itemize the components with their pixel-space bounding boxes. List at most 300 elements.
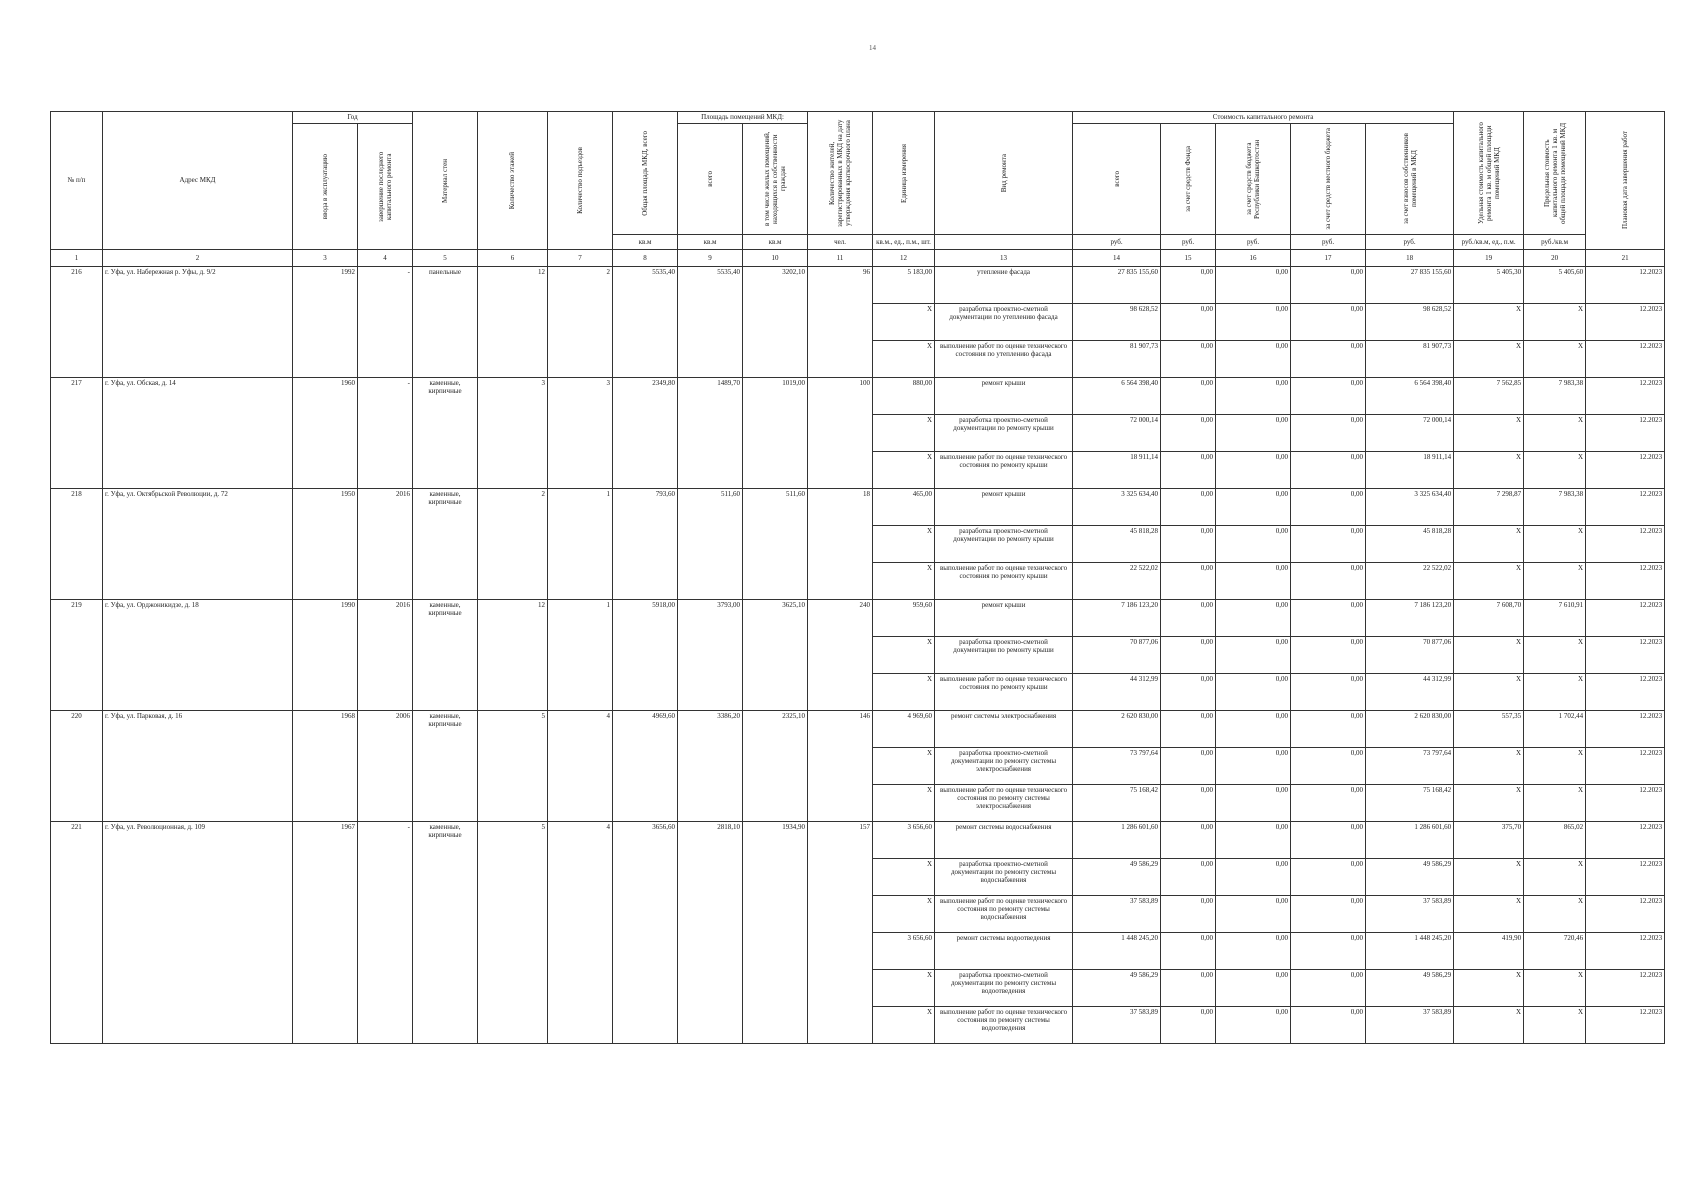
- entrances-count: 3: [548, 378, 613, 489]
- plan-date: 12.2023: [1586, 970, 1665, 1007]
- cost-fund: 0,00: [1161, 711, 1216, 748]
- cost-republic: 0,00: [1216, 489, 1291, 526]
- cost-republic: 0,00: [1216, 452, 1291, 489]
- column-number: 1: [51, 250, 103, 267]
- repair-type: ремонт крыши: [935, 489, 1073, 526]
- cost-republic: 0,00: [1216, 267, 1291, 304]
- residents-count: 240: [808, 600, 873, 711]
- plan-date: 12.2023: [1586, 452, 1665, 489]
- building-address: г. Уфа, ул. Парковая, д. 16: [103, 711, 293, 822]
- building-address: г. Уфа, ул. Обская, д. 14: [103, 378, 293, 489]
- cost-owners: 81 907,73: [1366, 341, 1454, 378]
- cost-fund: 0,00: [1161, 526, 1216, 563]
- header-address: Адрес МКД: [103, 112, 293, 250]
- cost-republic: 0,00: [1216, 896, 1291, 933]
- unit-cell: руб./кв.м, ед., п.м.: [1454, 235, 1524, 250]
- repair-type: ремонт системы водоотведения: [935, 933, 1073, 970]
- cost-local: 0,00: [1291, 341, 1366, 378]
- repair-type: выполнение работ по оценке технического состояния по ремонту крыши: [935, 563, 1073, 600]
- header-cost-republic: за счет средств бюджета Республики Башкортостан: [1216, 124, 1291, 235]
- cost-fund: 0,00: [1161, 563, 1216, 600]
- repair-type: выполнение работ по оценке технического состояния по ремонту крыши: [935, 452, 1073, 489]
- cost-total: 3 325 634,40: [1073, 489, 1161, 526]
- cost-fund: 0,00: [1161, 748, 1216, 785]
- entrances-count: 1: [548, 489, 613, 600]
- cost-owners: 1 286 601,60: [1366, 822, 1454, 859]
- repair-type: выполнение работ по оценке технического состояния по ремонту системы водоотведения: [935, 1007, 1073, 1044]
- repair-plan-table: [50, 111, 1665, 1044]
- max-cost: X: [1524, 304, 1586, 341]
- specific-cost: X: [1454, 1007, 1524, 1044]
- max-cost: X: [1524, 415, 1586, 452]
- column-number: 8: [613, 250, 678, 267]
- cost-owners: 44 312,99: [1366, 674, 1454, 711]
- cost-republic: 0,00: [1216, 822, 1291, 859]
- plan-date: 12.2023: [1586, 637, 1665, 674]
- floors-count: 12: [478, 267, 548, 378]
- table-row: [51, 378, 1665, 415]
- repair-type: разработка проектно-сметной документации по ремонту крыши: [935, 526, 1073, 563]
- max-cost: X: [1524, 637, 1586, 674]
- header-total-area: Общая площадь МКД, всего: [613, 112, 678, 235]
- table-header: [51, 112, 1665, 267]
- cost-local: 0,00: [1291, 896, 1366, 933]
- cost-owners: 49 586,29: [1366, 970, 1454, 1007]
- plan-date: 12.2023: [1586, 748, 1665, 785]
- page-number: 14: [869, 44, 876, 52]
- column-number: 15: [1161, 250, 1216, 267]
- cost-total: 37 583,89: [1073, 1007, 1161, 1044]
- wall-material: панельные: [413, 267, 478, 378]
- table-row: [51, 600, 1665, 637]
- cost-total: 6 564 398,40: [1073, 378, 1161, 415]
- work-quantity: X: [873, 304, 935, 341]
- max-cost: 720,46: [1524, 933, 1586, 970]
- header-cost-local: за счет средств местного бюджета: [1291, 124, 1366, 235]
- plan-date: 12.2023: [1586, 896, 1665, 933]
- year-built: 1967: [293, 822, 358, 1044]
- residents-count: 18: [808, 489, 873, 600]
- specific-cost: 5 405,30: [1454, 267, 1524, 304]
- max-cost: X: [1524, 896, 1586, 933]
- cost-owners: 98 628,52: [1366, 304, 1454, 341]
- work-quantity: 959,60: [873, 600, 935, 637]
- header-unit: Единица измерения: [873, 112, 935, 235]
- repair-type: разработка проектно-сметной документации по утеплению фасада: [935, 304, 1073, 341]
- specific-cost: 419,90: [1454, 933, 1524, 970]
- max-cost: X: [1524, 563, 1586, 600]
- cost-local: 0,00: [1291, 600, 1366, 637]
- cost-local: 0,00: [1291, 822, 1366, 859]
- column-number: 13: [935, 250, 1073, 267]
- cost-fund: 0,00: [1161, 970, 1216, 1007]
- cost-local: 0,00: [1291, 452, 1366, 489]
- column-number: 12: [873, 250, 935, 267]
- work-quantity: 465,00: [873, 489, 935, 526]
- table-row: [51, 711, 1665, 748]
- unit-cell: кв.м: [743, 235, 808, 250]
- cost-republic: 0,00: [1216, 526, 1291, 563]
- cost-republic: 0,00: [1216, 785, 1291, 822]
- cost-local: 0,00: [1291, 933, 1366, 970]
- cost-owners: 2 620 830,00: [1366, 711, 1454, 748]
- work-quantity: 3 656,60: [873, 822, 935, 859]
- cost-republic: 0,00: [1216, 1007, 1291, 1044]
- column-number: 10: [743, 250, 808, 267]
- repair-type: выполнение работ по оценке технического состояния по утеплению фасада: [935, 341, 1073, 378]
- specific-cost: X: [1454, 748, 1524, 785]
- cost-republic: 0,00: [1216, 970, 1291, 1007]
- header-year-last-repair: завершение последнего капитального ремонта: [358, 124, 413, 250]
- specific-cost: 7 298,87: [1454, 489, 1524, 526]
- cost-owners: 18 911,14: [1366, 452, 1454, 489]
- premises-area: 511,60: [678, 489, 743, 600]
- table-row: [51, 489, 1665, 526]
- plan-date: 12.2023: [1586, 526, 1665, 563]
- max-cost: 1 702,44: [1524, 711, 1586, 748]
- repair-type: разработка проектно-сметной документации по ремонту крыши: [935, 415, 1073, 452]
- work-quantity: X: [873, 896, 935, 933]
- max-cost: X: [1524, 526, 1586, 563]
- cost-fund: 0,00: [1161, 1007, 1216, 1044]
- cost-republic: 0,00: [1216, 637, 1291, 674]
- cost-local: 0,00: [1291, 859, 1366, 896]
- year-last-repair: -: [358, 378, 413, 489]
- building-address: г. Уфа, ул. Революционная, д. 109: [103, 822, 293, 1044]
- cost-local: 0,00: [1291, 526, 1366, 563]
- header-year-commission: ввода в эксплуатацию: [293, 124, 358, 250]
- header-entrances: Количество подъездов: [548, 112, 613, 250]
- specific-cost: X: [1454, 452, 1524, 489]
- cost-fund: 0,00: [1161, 452, 1216, 489]
- cost-republic: 0,00: [1216, 859, 1291, 896]
- plan-date: 12.2023: [1586, 341, 1665, 378]
- specific-cost: 375,70: [1454, 822, 1524, 859]
- repair-type: выполнение работ по оценке технического состояния по ремонту системы электроснабжения: [935, 785, 1073, 822]
- column-number: 6: [478, 250, 548, 267]
- year-built: 1990: [293, 600, 358, 711]
- floors-count: 3: [478, 378, 548, 489]
- cost-total: 37 583,89: [1073, 896, 1161, 933]
- plan-date: 12.2023: [1586, 378, 1665, 415]
- residents-count: 100: [808, 378, 873, 489]
- cost-owners: 37 583,89: [1366, 1007, 1454, 1044]
- residential-area: 3625,10: [743, 600, 808, 711]
- work-quantity: X: [873, 674, 935, 711]
- plan-date: 12.2023: [1586, 1007, 1665, 1044]
- column-number: 11: [808, 250, 873, 267]
- plan-date: 12.2023: [1586, 563, 1665, 600]
- header-repair-type: Вид ремонта: [935, 112, 1073, 235]
- cost-local: 0,00: [1291, 711, 1366, 748]
- column-number: 14: [1073, 250, 1161, 267]
- year-built: 1950: [293, 489, 358, 600]
- cost-republic: 0,00: [1216, 341, 1291, 378]
- cost-total: 44 312,99: [1073, 674, 1161, 711]
- cost-republic: 0,00: [1216, 674, 1291, 711]
- total-area: 793,60: [613, 489, 678, 600]
- cost-owners: 72 000,14: [1366, 415, 1454, 452]
- specific-cost: X: [1454, 859, 1524, 896]
- premises-area: 2818,10: [678, 822, 743, 1044]
- plan-date: 12.2023: [1586, 785, 1665, 822]
- year-last-repair: 2006: [358, 711, 413, 822]
- total-area: 5535,40: [613, 267, 678, 378]
- header-residents: Количество жителей, зарегистрированных в МКД на дату утверждения краткосрочного плана: [808, 112, 873, 235]
- year-last-repair: -: [358, 267, 413, 378]
- plan-date: 12.2023: [1586, 822, 1665, 859]
- unit-cell: чел.: [808, 235, 873, 250]
- residential-area: 511,60: [743, 489, 808, 600]
- cost-republic: 0,00: [1216, 711, 1291, 748]
- column-number: 3: [293, 250, 358, 267]
- cost-fund: 0,00: [1161, 378, 1216, 415]
- cost-republic: 0,00: [1216, 378, 1291, 415]
- premises-area: 1489,70: [678, 378, 743, 489]
- cost-owners: 70 877,06: [1366, 637, 1454, 674]
- cost-owners: 45 818,28: [1366, 526, 1454, 563]
- residential-area: 2325,10: [743, 711, 808, 822]
- cost-total: 49 586,29: [1073, 970, 1161, 1007]
- building-no: 219: [51, 600, 103, 711]
- work-quantity: X: [873, 748, 935, 785]
- floors-count: 5: [478, 822, 548, 1044]
- unit-cell: руб.: [1073, 235, 1161, 250]
- floors-count: 12: [478, 600, 548, 711]
- cost-owners: 1 448 245,20: [1366, 933, 1454, 970]
- cost-fund: 0,00: [1161, 933, 1216, 970]
- premises-area: 3386,20: [678, 711, 743, 822]
- specific-cost: X: [1454, 637, 1524, 674]
- cost-fund: 0,00: [1161, 896, 1216, 933]
- header-floors: Количество этажей: [478, 112, 548, 250]
- work-quantity: X: [873, 341, 935, 378]
- max-cost: X: [1524, 452, 1586, 489]
- work-quantity: X: [873, 859, 935, 896]
- cost-total: 1 286 601,60: [1073, 822, 1161, 859]
- column-number: 9: [678, 250, 743, 267]
- cost-local: 0,00: [1291, 785, 1366, 822]
- max-cost: 7 983,38: [1524, 489, 1586, 526]
- cost-fund: 0,00: [1161, 341, 1216, 378]
- floors-count: 2: [478, 489, 548, 600]
- work-quantity: X: [873, 1007, 935, 1044]
- cost-fund: 0,00: [1161, 489, 1216, 526]
- work-quantity: X: [873, 415, 935, 452]
- table-body: [51, 267, 1665, 1044]
- specific-cost: 557,35: [1454, 711, 1524, 748]
- repair-type: разработка проектно-сметной документации по ремонту системы водоснабжения: [935, 859, 1073, 896]
- building-address: г. Уфа, ул. Набережная р. Уфы, д. 9/2: [103, 267, 293, 378]
- max-cost: 7 983,38: [1524, 378, 1586, 415]
- max-cost: X: [1524, 748, 1586, 785]
- cost-fund: 0,00: [1161, 267, 1216, 304]
- cost-total: 22 522,02: [1073, 563, 1161, 600]
- building-address: г. Уфа, ул. Орджоникидзе, д. 18: [103, 600, 293, 711]
- column-numbers-row: [51, 250, 1665, 267]
- cost-total: 1 448 245,20: [1073, 933, 1161, 970]
- work-quantity: X: [873, 563, 935, 600]
- specific-cost: X: [1454, 896, 1524, 933]
- wall-material: каменные, кирпичные: [413, 600, 478, 711]
- cost-total: 7 186 123,20: [1073, 600, 1161, 637]
- plan-date: 12.2023: [1586, 489, 1665, 526]
- plan-date: 12.2023: [1586, 415, 1665, 452]
- cost-total: 2 620 830,00: [1073, 711, 1161, 748]
- specific-cost: X: [1454, 563, 1524, 600]
- plan-date: 12.2023: [1586, 711, 1665, 748]
- unit-cell: кв.м., ед., п.м., шт.: [873, 235, 935, 250]
- year-last-repair: 2016: [358, 489, 413, 600]
- work-quantity: X: [873, 526, 935, 563]
- header-specific-cost: Удельная стоимость капитального ремонта 1 кв. м общей площади помещений МКД: [1454, 112, 1524, 235]
- header-year: Год: [293, 112, 413, 124]
- repair-type: утепление фасада: [935, 267, 1073, 304]
- column-number: 4: [358, 250, 413, 267]
- residents-count: 157: [808, 822, 873, 1044]
- work-quantity: 4 969,60: [873, 711, 935, 748]
- wall-material: каменные, кирпичные: [413, 822, 478, 1044]
- repair-type: ремонт крыши: [935, 600, 1073, 637]
- specific-cost: X: [1454, 785, 1524, 822]
- cost-owners: 27 835 155,60: [1366, 267, 1454, 304]
- entrances-count: 4: [548, 711, 613, 822]
- specific-cost: X: [1454, 970, 1524, 1007]
- premises-area: 3793,00: [678, 600, 743, 711]
- header-no: № п/п: [51, 112, 103, 250]
- header-max-cost: Предельная стоимость капитального ремонта 1 кв. м общей площади помещений МКД: [1524, 112, 1586, 235]
- cost-republic: 0,00: [1216, 304, 1291, 341]
- header-cost-owners: за счет взносов собственников помещений в МКД: [1366, 124, 1454, 235]
- work-quantity: X: [873, 785, 935, 822]
- total-area: 3656,60: [613, 822, 678, 1044]
- work-quantity: X: [873, 637, 935, 674]
- cost-fund: 0,00: [1161, 822, 1216, 859]
- work-quantity: X: [873, 452, 935, 489]
- max-cost: X: [1524, 674, 1586, 711]
- cost-fund: 0,00: [1161, 600, 1216, 637]
- repair-type: выполнение работ по оценке технического состояния по ремонту крыши: [935, 674, 1073, 711]
- cost-total: 18 911,14: [1073, 452, 1161, 489]
- max-cost: X: [1524, 341, 1586, 378]
- cost-local: 0,00: [1291, 304, 1366, 341]
- plan-date: 12.2023: [1586, 267, 1665, 304]
- building-no: 220: [51, 711, 103, 822]
- plan-date: 12.2023: [1586, 600, 1665, 637]
- building-address: г. Уфа, ул. Октябрьской Революции, д. 72: [103, 489, 293, 600]
- cost-republic: 0,00: [1216, 748, 1291, 785]
- cost-total: 98 628,52: [1073, 304, 1161, 341]
- table-row: [51, 267, 1665, 304]
- specific-cost: 7 562,85: [1454, 378, 1524, 415]
- cost-total: 45 818,28: [1073, 526, 1161, 563]
- max-cost: 5 405,60: [1524, 267, 1586, 304]
- year-built: 1960: [293, 378, 358, 489]
- cost-owners: 73 797,64: [1366, 748, 1454, 785]
- column-number: 21: [1586, 250, 1665, 267]
- repair-type: ремонт крыши: [935, 378, 1073, 415]
- cost-owners: 7 186 123,20: [1366, 600, 1454, 637]
- wall-material: каменные, кирпичные: [413, 489, 478, 600]
- max-cost: X: [1524, 1007, 1586, 1044]
- plan-date: 12.2023: [1586, 859, 1665, 896]
- cost-local: 0,00: [1291, 748, 1366, 785]
- cost-local: 0,00: [1291, 489, 1366, 526]
- cost-local: 0,00: [1291, 378, 1366, 415]
- max-cost: X: [1524, 970, 1586, 1007]
- cost-owners: 3 325 634,40: [1366, 489, 1454, 526]
- plan-date: 12.2023: [1586, 304, 1665, 341]
- cost-total: 49 586,29: [1073, 859, 1161, 896]
- building-no: 221: [51, 822, 103, 1044]
- table-row: [51, 822, 1665, 859]
- year-last-repair: 2016: [358, 600, 413, 711]
- cost-local: 0,00: [1291, 637, 1366, 674]
- cost-fund: 0,00: [1161, 674, 1216, 711]
- unit-cell: руб.: [1366, 235, 1454, 250]
- max-cost: X: [1524, 785, 1586, 822]
- year-built: 1992: [293, 267, 358, 378]
- entrances-count: 2: [548, 267, 613, 378]
- total-area: 2349,80: [613, 378, 678, 489]
- header-cost-fund: за счет средств Фонда: [1161, 124, 1216, 235]
- specific-cost: X: [1454, 415, 1524, 452]
- repair-type: выполнение работ по оценке технического состояния по ремонту системы водоснабжения: [935, 896, 1073, 933]
- max-cost: 865,02: [1524, 822, 1586, 859]
- specific-cost: X: [1454, 341, 1524, 378]
- specific-cost: X: [1454, 674, 1524, 711]
- unit-cell: руб.: [1161, 235, 1216, 250]
- residential-area: 1934,90: [743, 822, 808, 1044]
- specific-cost: X: [1454, 526, 1524, 563]
- plan-date: 12.2023: [1586, 674, 1665, 711]
- cost-owners: 6 564 398,40: [1366, 378, 1454, 415]
- repair-type: разработка проектно-сметной документации по ремонту крыши: [935, 637, 1073, 674]
- max-cost: 7 610,91: [1524, 600, 1586, 637]
- cost-owners: 49 586,29: [1366, 859, 1454, 896]
- cost-local: 0,00: [1291, 1007, 1366, 1044]
- cost-total: 70 877,06: [1073, 637, 1161, 674]
- column-number: 17: [1291, 250, 1366, 267]
- header-cost: Стоимость капитального ремонта: [1073, 112, 1454, 124]
- cost-fund: 0,00: [1161, 859, 1216, 896]
- cost-republic: 0,00: [1216, 563, 1291, 600]
- residents-count: 146: [808, 711, 873, 822]
- header-premises-area: Площадь помещений МКД:: [678, 112, 808, 124]
- work-quantity: 3 656,60: [873, 933, 935, 970]
- year-last-repair: -: [358, 822, 413, 1044]
- cost-local: 0,00: [1291, 970, 1366, 1007]
- cost-owners: 75 168,42: [1366, 785, 1454, 822]
- cost-total: 75 168,42: [1073, 785, 1161, 822]
- cost-republic: 0,00: [1216, 933, 1291, 970]
- column-number: 16: [1216, 250, 1291, 267]
- max-cost: X: [1524, 859, 1586, 896]
- residential-area: 1019,00: [743, 378, 808, 489]
- cost-fund: 0,00: [1161, 785, 1216, 822]
- header-wall-material: Материал стен: [413, 112, 478, 250]
- work-quantity: X: [873, 970, 935, 1007]
- total-area: 5918,00: [613, 600, 678, 711]
- wall-material: каменные, кирпичные: [413, 711, 478, 822]
- header-cost-total: всего: [1073, 124, 1161, 235]
- cost-republic: 0,00: [1216, 415, 1291, 452]
- cost-republic: 0,00: [1216, 600, 1291, 637]
- repair-type: разработка проектно-сметной документации по ремонту системы водоотведения: [935, 970, 1073, 1007]
- total-area: 4969,60: [613, 711, 678, 822]
- entrances-count: 4: [548, 822, 613, 1044]
- unit-cell: кв.м: [678, 235, 743, 250]
